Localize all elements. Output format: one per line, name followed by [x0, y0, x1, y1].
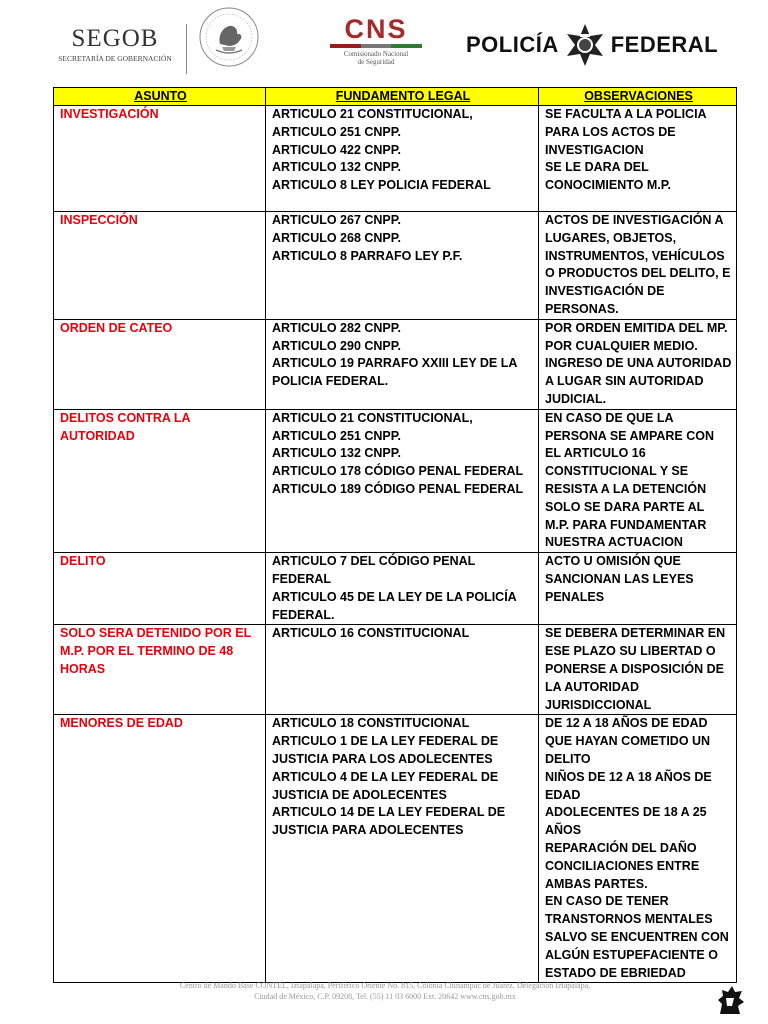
observaciones-line: NIÑOS DE 12 A 18 AÑOS DE	[545, 769, 712, 784]
observaciones-line: POR ORDEN EMITIDA DEL MP.	[545, 320, 728, 335]
header-asunto: ASUNTO	[54, 88, 266, 106]
observaciones-line: ADOLECENTES DE 18 A 25	[545, 805, 707, 820]
asunto-line: DELITOS CONTRA LA	[60, 410, 191, 425]
fundamento-line: ARTICULO 7 DEL CÓDIGO PENAL	[272, 554, 476, 569]
table-header-row	[54, 88, 737, 106]
footer-line-1: Centro de Mando Base CONTEL, Iztapalapa, Periférico Oriente No. 815, Colonia Chinampac de Juárez, Delegación Iztapalapa,	[179, 981, 591, 990]
observaciones-cell	[539, 553, 737, 625]
fundamento-line: ARTICULO 251 CNPP.	[272, 124, 401, 139]
cns-color-bars	[330, 44, 422, 48]
fundamento-line: ARTICULO 132 CNPP.	[272, 446, 401, 461]
fundamento-cell	[266, 409, 539, 552]
observaciones-line: PARA LOS ACTOS DE	[545, 124, 676, 139]
footer-line-2: Ciudad de México, C.P. 09208, Tel. (55) 11 03 6000 Ext. 20642 www.cns.gob.mx	[254, 992, 516, 1001]
fundamento-cell	[266, 625, 539, 715]
fundamento-line: ARTICULO 268 CNPP.	[272, 230, 401, 245]
observaciones-line: POR CUALQUIER MEDIO.	[545, 338, 698, 353]
logo-divider	[186, 24, 187, 74]
observaciones-line: SE DEBERA DETERMINAR EN	[545, 626, 726, 641]
observaciones-line: PERSONA SE AMPARE CON	[545, 428, 715, 443]
fundamento-line: ARTICULO 21 CONSTITUCIONAL,	[272, 107, 473, 121]
observaciones-line: DELITO	[545, 751, 591, 766]
asunto-line: M.P. POR EL TERMINO DE 48	[60, 644, 234, 659]
table-row	[54, 625, 737, 715]
fundamento-line: ARTICULO 19 PARRAFO XXIII LEY DE LA	[272, 356, 518, 371]
fundamento-line: ARTICULO 14 DE LA LEY FEDERAL DE	[272, 805, 506, 820]
fundamento-line: ARTICULO 16 CONSTITUCIONAL	[272, 626, 470, 641]
fundamento-line: ARTICULO 282 CNPP.	[272, 320, 401, 335]
asunto-line: INVESTIGACIÓN	[60, 107, 159, 121]
fundamento-cell	[266, 106, 539, 212]
policia-federal-logo	[466, 30, 718, 60]
fundamento-line: ARTICULO 8 LEY POLICIA FEDERAL	[272, 178, 491, 193]
observaciones-line: SE LE DARA DEL	[545, 160, 649, 175]
observaciones-line: SOLO SE DARA PARTE AL	[545, 499, 705, 514]
observaciones-line: CONSTITUCIONAL Y SE	[545, 464, 689, 479]
observaciones-line: EN CASO DE QUE LA	[545, 410, 674, 425]
observaciones-line: LA AUTORIDAD	[545, 679, 639, 694]
table-row	[54, 212, 737, 320]
asunto-line: HORAS	[60, 661, 106, 676]
observaciones-line: LUGARES, OBJETOS,	[545, 230, 677, 245]
observaciones-line: ACTO U OMISIÓN QUE	[545, 554, 681, 569]
mexican-coat-of-arms-icon	[198, 6, 260, 68]
asunto-cell	[54, 553, 266, 625]
observaciones-line: PONERSE A DISPOSICIÓN DE	[545, 661, 724, 676]
asunto-cell	[54, 319, 266, 409]
observaciones-cell	[539, 715, 737, 983]
observaciones-line: EN CASO DE TENER	[545, 894, 669, 909]
pf-right-text: FEDERAL	[610, 32, 719, 57]
table-row	[54, 409, 737, 552]
knight-mascot-icon	[712, 982, 748, 1018]
observaciones-cell	[539, 319, 737, 409]
table-row	[54, 106, 737, 212]
fundamento-line: ARTICULO 8 PARRAFO LEY P.F.	[272, 248, 463, 263]
fundamento-line: ARTICULO 21 CONSTITUCIONAL,	[272, 410, 473, 425]
pf-left-text: POLICÍA	[466, 32, 559, 57]
observaciones-line: REPARACIÓN DEL DAÑO	[545, 840, 697, 855]
asunto-line: SOLO SERA DETENIDO POR EL	[60, 626, 252, 641]
table-row	[54, 715, 737, 983]
fundamento-line: ARTICULO 189 CÓDIGO PENAL FEDERAL	[272, 481, 524, 496]
fundamento-line: ARTICULO 422 CNPP.	[272, 142, 401, 157]
observaciones-line: RESISTA A LA DETENCIÓN	[545, 481, 707, 496]
observaciones-cell	[539, 409, 737, 552]
observaciones-line: CONCILIACIONES ENTRE	[545, 858, 700, 873]
fundamento-cell	[266, 715, 539, 983]
header-observaciones: OBSERVACIONES	[539, 88, 737, 106]
observaciones-line: ESE PLAZO SU LIBERTAD O	[545, 644, 716, 659]
observaciones-cell	[539, 106, 737, 212]
observaciones-line: DE 12 A 18 AÑOS DE EDAD	[545, 716, 708, 731]
table-row	[54, 319, 737, 409]
cns-subtitle-1: Comisionado Nacional	[343, 50, 409, 58]
header-fundamento-legal: FUNDAMENTO LEGAL	[266, 88, 539, 106]
observaciones-line: ESTADO DE EBRIEDAD	[545, 965, 686, 980]
observaciones-line: QUE HAYAN COMETIDO UN	[545, 734, 711, 749]
observaciones-line: INVESTIGACION	[545, 142, 644, 157]
observaciones-line: SALVO SE ENCUENTREN CON	[545, 929, 729, 944]
fundamento-cell	[266, 212, 539, 320]
observaciones-cell	[539, 625, 737, 715]
observaciones-line: PERSONAS.	[545, 301, 619, 316]
asunto-line: ORDEN DE CATEO	[60, 320, 173, 335]
asunto-cell	[54, 715, 266, 983]
observaciones-line: AMBAS PARTES.	[545, 876, 648, 891]
observaciones-line: NUESTRA ACTUACION	[545, 535, 683, 550]
observaciones-line: SANCIONAN LAS LEYES	[545, 571, 694, 586]
segob-subtitle: SECRETARÍA DE GOBERNACIÓN	[58, 54, 172, 63]
segob-name: SEGOB	[71, 25, 159, 52]
fundamento-cell	[266, 319, 539, 409]
observaciones-line: EDAD	[545, 787, 581, 802]
observaciones-line: INSTRUMENTOS, VEHÍCULOS	[545, 248, 725, 263]
asunto-line: DELITO	[60, 554, 106, 569]
observaciones-line: JUDICIAL.	[545, 391, 607, 406]
fundamento-line: POLICIA FEDERAL.	[272, 374, 389, 389]
fundamento-line: ARTICULO 18 CONSTITUCIONAL	[272, 716, 470, 731]
fundamento-line: FEDERAL.	[272, 607, 335, 622]
fundamento-line: JUSTICIA PARA ADOLECENTES	[272, 823, 464, 838]
observaciones-line: PENALES	[545, 589, 605, 604]
fundamento-line: JUSTICIA PARA LOS ADOLECENTES	[272, 751, 493, 766]
observaciones-line: ALGÚN ESTUPEFACIENTE O	[545, 947, 718, 962]
observaciones-line: CONOCIMIENTO M.P.	[545, 178, 671, 193]
observaciones-line: INVESTIGACIÓN DE	[545, 284, 665, 299]
fundamento-line: ARTICULO 290 CNPP.	[272, 338, 401, 353]
fundamento-line: ARTICULO 4 DE LA LEY FEDERAL DE	[272, 769, 499, 784]
asunto-cell	[54, 409, 266, 552]
fundamento-line: JUSTICIA DE ADOLECENTES	[272, 787, 447, 802]
segob-logo	[50, 26, 180, 63]
asunto-line: AUTORIDAD	[60, 428, 135, 443]
table-body	[54, 106, 737, 983]
observaciones-line: O PRODUCTOS DEL DELITO, E	[545, 266, 731, 281]
legal-basis-table	[53, 87, 737, 983]
fundamento-line: ARTICULO 178 CÓDIGO PENAL FEDERAL	[272, 464, 524, 479]
observaciones-line: A LUGAR SIN AUTORIDAD	[545, 374, 704, 389]
fundamento-line: ARTICULO 251 CNPP.	[272, 428, 401, 443]
cns-subtitle-2: de Seguridad	[357, 58, 395, 66]
observaciones-line: M.P. PARA FUNDAMENTAR	[545, 517, 707, 532]
observaciones-line: AÑOS	[545, 823, 582, 838]
observaciones-line: ACTOS DE INVESTIGACIÓN A	[545, 213, 724, 227]
fundamento-cell	[266, 553, 539, 625]
letterhead	[0, 0, 768, 84]
observaciones-line: EL ARTICULO 16	[545, 446, 646, 461]
table-row	[54, 553, 737, 625]
footer-address	[130, 980, 640, 1002]
asunto-cell	[54, 625, 266, 715]
observaciones-cell	[539, 212, 737, 320]
asunto-line: INSPECCIÓN	[60, 213, 138, 227]
asunto-cell	[54, 106, 266, 212]
fundamento-line: ARTICULO 132 CNPP.	[272, 160, 401, 175]
cns-name: CNS	[344, 14, 408, 44]
cns-logo	[326, 16, 426, 66]
fundamento-line: FEDERAL	[272, 571, 332, 586]
asunto-cell	[54, 212, 266, 320]
observaciones-line: TRANSTORNOS MENTALES	[545, 912, 713, 927]
police-badge-star-icon	[563, 23, 607, 67]
asunto-line: MENORES DE EDAD	[60, 716, 183, 731]
fundamento-line: ARTICULO 45 DE LA LEY DE LA POLICÍA	[272, 589, 517, 604]
observaciones-line: SE FACULTA A LA POLICIA	[545, 107, 707, 121]
fundamento-line: ARTICULO 267 CNPP.	[272, 213, 401, 227]
observaciones-line: INGRESO DE UNA AUTORIDAD	[545, 356, 732, 371]
fundamento-line: ARTICULO 1 DE LA LEY FEDERAL DE	[272, 734, 499, 749]
observaciones-line: JURISDICCIONAL	[545, 697, 652, 712]
